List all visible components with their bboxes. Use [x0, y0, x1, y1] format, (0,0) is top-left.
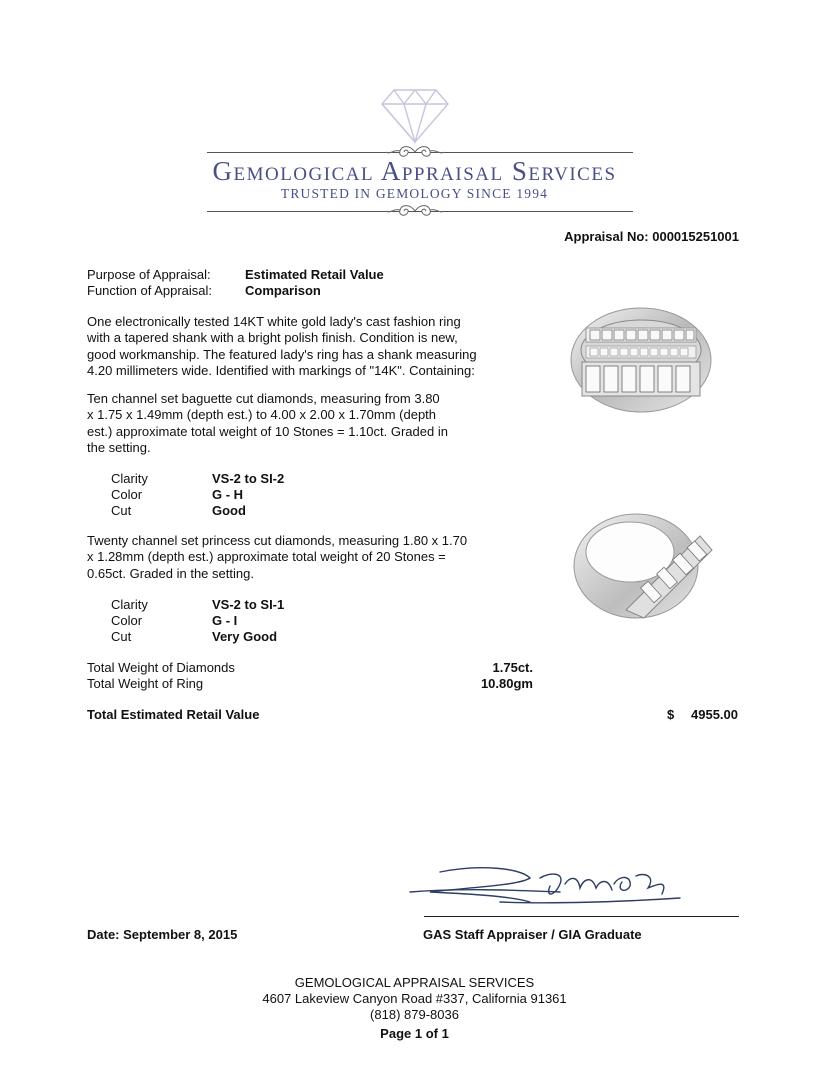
- description-line: with a tapered shank with a bright polish finish. Condition is new,: [87, 330, 458, 346]
- stone-line: x 1.28mm (depth est.) approximate total weight of 20 Stones =: [87, 549, 446, 565]
- company-tagline: TRUSTED IN GEMOLOGY SINCE 1994: [280, 186, 549, 201]
- signature: [400, 858, 740, 922]
- grade-value-cut: Very Good: [212, 629, 278, 644]
- stone-line: the setting.: [87, 440, 151, 456]
- total-retail-value: 4955.00: [691, 707, 738, 722]
- currency-symbol: $: [667, 707, 675, 722]
- stone-line: x 1.75 x 1.49mm (depth est.) to 4.00 x 2.00 x 1.70mm (depth: [87, 407, 437, 423]
- grade-label-color: Color: [111, 487, 143, 502]
- footer-phone: (818) 879-8036: [370, 1007, 459, 1022]
- total-ring-label: Total Weight of Ring: [87, 676, 204, 691]
- grade-label-color: Color: [111, 613, 143, 628]
- grade-value-clarity: VS-2 to SI-1: [212, 597, 285, 612]
- stone-group-2-description: [87, 533, 507, 582]
- flourish-ornament-bottom: [384, 202, 446, 220]
- description-line: good workmanship. The featured lady's ring has a shank measuring: [87, 346, 477, 362]
- stone-line: Ten channel set baguette cut diamonds, measuring from 3.80: [87, 391, 440, 406]
- appraiser-title: GAS Staff Appraiser / GIA Graduate: [423, 927, 642, 942]
- grade-value-clarity: VS-2 to SI-2: [212, 471, 285, 486]
- grade-value-color: G - H: [212, 487, 244, 502]
- description-line: 4.20 millimeters wide. Identified with markings of "14K". Containing:: [87, 363, 475, 379]
- signature-line: [424, 916, 739, 917]
- ring-photo-front: [566, 300, 716, 418]
- grade-label-clarity: Clarity: [111, 471, 148, 486]
- ring-photo-angle: [566, 510, 716, 622]
- diamond-icon: [380, 88, 450, 144]
- grade-label-cut: Cut: [111, 629, 132, 644]
- footer-company: GEMOLOGICAL APPRAISAL SERVICES: [294, 975, 535, 990]
- total-diamonds-label: Total Weight of Diamonds: [87, 660, 235, 675]
- company-name: Gemological Appraisal Services: [212, 156, 617, 186]
- function-value: Comparison: [245, 283, 321, 298]
- total-ring-value: 10.80gm: [480, 676, 533, 691]
- total-retail-label: Total Estimated Retail Value: [87, 707, 260, 722]
- stone-group-1-description: [87, 391, 507, 457]
- stone-line: Twenty channel set princess cut diamonds, measuring 1.80 x 1.70: [87, 533, 468, 548]
- page-number: Page 1 of 1: [380, 1026, 449, 1041]
- footer-address: 4607 Lakeview Canyon Road #337, California 91361: [262, 991, 567, 1006]
- grade-value-cut: Good: [212, 503, 246, 518]
- appraisal-number: Appraisal No: 000015251001: [564, 229, 739, 244]
- purpose-value: Estimated Retail Value: [245, 267, 384, 282]
- ring-description: [87, 314, 507, 380]
- grade-value-color: G - I: [212, 613, 238, 628]
- stone-line: 0.65ct. Graded in the setting.: [87, 565, 254, 581]
- function-label: Function of Appraisal:: [87, 283, 213, 298]
- total-diamonds-value: 1.75ct.: [492, 660, 533, 675]
- grade-label-clarity: Clarity: [111, 597, 148, 612]
- appraisal-date: Date: September 8, 2015: [87, 927, 238, 942]
- description-line: One electronically tested 14KT white gold lady's cast fashion ring: [87, 314, 461, 329]
- purpose-label: Purpose of Appraisal:: [87, 267, 211, 282]
- grade-label-cut: Cut: [111, 503, 132, 518]
- stone-line: est.) approximate total weight of 10 Stones = 1.10ct. Graded in: [87, 423, 448, 439]
